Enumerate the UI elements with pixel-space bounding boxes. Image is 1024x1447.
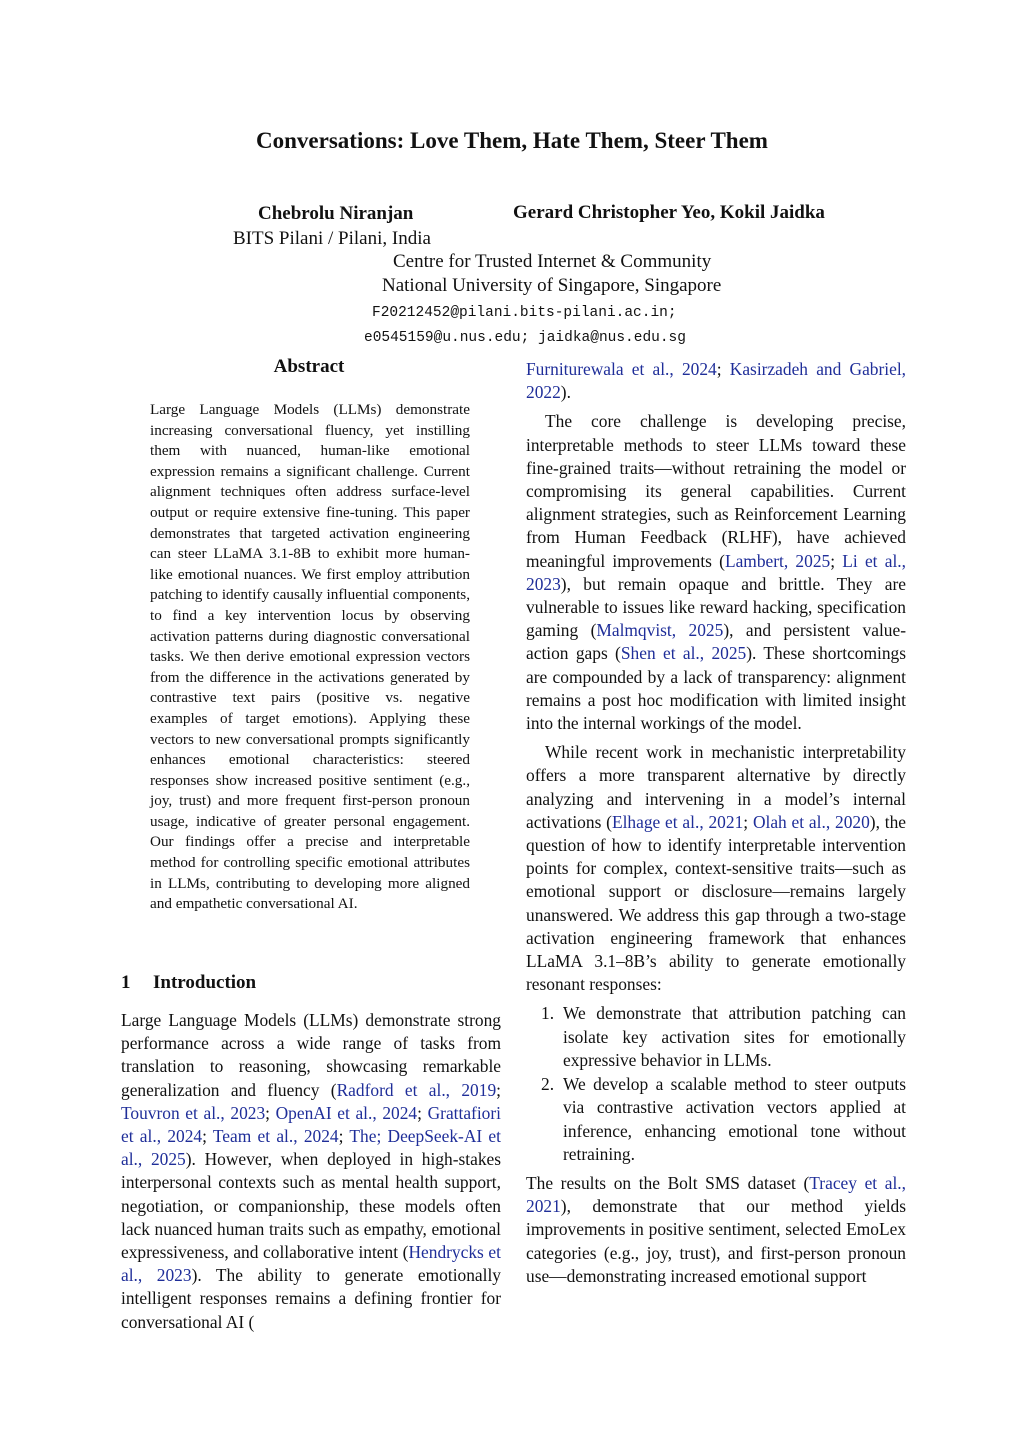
contribution-list (526, 1002, 906, 1165)
citation-link[interactable]: Shen et al., 2025 (620, 643, 747, 664)
contribution-item: 1. We demonstrate that attribution patching can isolate key activation sites for emotionally expressive behavior in LLMs. (541, 1003, 906, 1070)
citation-link[interactable]: Malmqvist, 2025 (596, 620, 724, 641)
citation-link[interactable]: Li et al., 2023 (526, 550, 906, 594)
citation-link[interactable]: Furniturewala et al., 2024 (526, 359, 717, 379)
section-number: 1 (121, 972, 131, 993)
citation-link[interactable]: Touvron et al., 2023 (121, 1102, 266, 1123)
intro-paragraph-1-continued: Furniturewala et al., 2024; Kasirzadeh and Gabriel, 2022). (526, 359, 907, 403)
citation-link[interactable]: Radford et al., 2019 (336, 1079, 497, 1100)
paper-title: Conversations: Love Them, Hate Them, Steer Them (256, 128, 768, 153)
citation-link[interactable]: Lambert, 2025 (724, 550, 831, 571)
citation-link[interactable]: Hendrycks et al., 2023 (121, 1242, 501, 1286)
citation-link[interactable]: Team et al., 2024 (212, 1126, 339, 1147)
citation-link[interactable]: Kasirzadeh and Gabriel, 2022 (526, 359, 907, 403)
author-email-2[interactable]: e0545159@u.nus.edu; jaidka@nus.edu.sg (364, 330, 686, 346)
citation-link[interactable]: Olah et al., 2020 (752, 811, 870, 832)
author-affiliation-2b: National University of Singapore, Singapore (382, 275, 722, 296)
author-name-1: Chebrolu Niranjan (258, 203, 414, 224)
author-affiliation-2a: Centre for Trusted Internet & Community (393, 251, 712, 272)
intro-paragraph-3: While recent work in mechanistic interpretability offers a more transparent alternative by directly analyzing and intervening in a model’s internal activations (Elhage et al., 2021; Olah et al., 2020), the question of how to identify interpretable intervention points for complex, context-sensitive traits—such as emotional support or disclosure—remains largely unanswered. We address this gap through a two-stage activation engineering framework that enhances LLaMA 3.1–8B’s ability to generate emotionally resonant responses: (526, 742, 906, 995)
section-heading-introduction (121, 972, 256, 994)
citation-link[interactable]: Tracey et al., 2021 (526, 1172, 906, 1217)
citation-link[interactable]: OpenAI et al., 2024 (275, 1102, 418, 1123)
abstract-text: Large Language Models (LLMs) demonstrate increasing conversational fluency, yet instilling them with nuanced, human-like emotional expression remains a significant challenge. Current alignment techniques often address surface-level output or require extensive fine-tuning. This paper demonstrates that targeted activation engineering can steer LLaMA 3.1-8B to exhibit more human-like emotional nuances. We first employ attribution patching to identify causally influential components, to find a key intervention locus by observing activation patterns during diagnostic conversational tasks. We then derive emotional expression vectors from the difference in the activations generated by contrastive text pairs (positive vs. negative examples of target emotions). Applying these vectors to new conversational prompts significantly enhances emotional characteristics: steered responses show increased positive sentiment (e.g., joy, trust) and more frequent first-person pronoun usage, indicative of greater personal engagement. Our findings offer a precise and interpretable method for controlling specific emotional attributes in LLMs, contributing to developing more aligned and empathetic conversational AI. (150, 401, 470, 913)
author-affiliation-1: BITS Pilani / Pilani, India (233, 228, 431, 249)
abstract-heading: Abstract (273, 356, 345, 377)
citation-link[interactable]: Elhage et al., 2021 (611, 811, 744, 832)
citation-link[interactable]: The; DeepSeek-AI et al., 2025 (121, 1126, 501, 1170)
section-title: Introduction (153, 972, 257, 993)
intro-paragraph-2: The core challenge is developing precise, interpretable methods to steer LLMs toward these fine-grained traits—without retraining the model or compromising its general capabilities. Current alignment strategies, such as Reinforcement Learning from Human Feedback (RLHF), have achieved meaningful improvements (Lambert, 2025; Li et al., 2023), but remain opaque and brittle. They are vulnerable to issues like reward hacking, specification gaming (Malmqvist, 2025), and persistent value-action gaps (Shen et al., 2025). These shortcomings are compounded by a lack of transparency: alignment remains a post hoc modification with limited insight into the internal workings of the model. (526, 411, 906, 734)
intro-paragraph-1: Large Language Models (LLMs) demonstrate strong performance across a wide range of tasks from translation to reasoning, showcasing remarkable generalization and fluency (Radford et al., 2019; Touvron et al., 2023; OpenAI et al., 2024; Grattafiori et al., 2024; Team et al., 2024; The; DeepSeek-AI et al., 2025). However, when deployed in high-stakes interpersonal contexts such as mental health support, negotiation, or companionship, these models often lack nuanced human traits such as empathy, emotional expressiveness, and collaborative intent (Hendrycks et al., 2023). The ability to generate emotionally intelligent responses remains a defining frontier for conversational AI ( (121, 1010, 502, 1332)
intro-paragraph-4: The results on the Bolt SMS dataset (Tracey et al., 2021), demonstrate that our method yields improvements in positive sentiment, selected EmoLex categories (e.g., joy, trust), and first-person pronoun use—demonstrating increased emotional support (526, 1172, 906, 1286)
left-column (121, 1009, 501, 1334)
author-email-1[interactable]: F20212452@pilani.bits-pilani.ac.in; (372, 305, 677, 321)
contribution-item: 2. We develop a scalable method to steer outputs via contrastive activation vectors applied at inference, enhancing emotional tone without retraining. (541, 1074, 906, 1164)
author-names-2: Gerard Christopher Yeo, Kokil Jaidka (513, 202, 825, 223)
right-column (526, 358, 906, 1288)
citation-link[interactable]: Grattafiori et al., 2024 (121, 1102, 501, 1147)
